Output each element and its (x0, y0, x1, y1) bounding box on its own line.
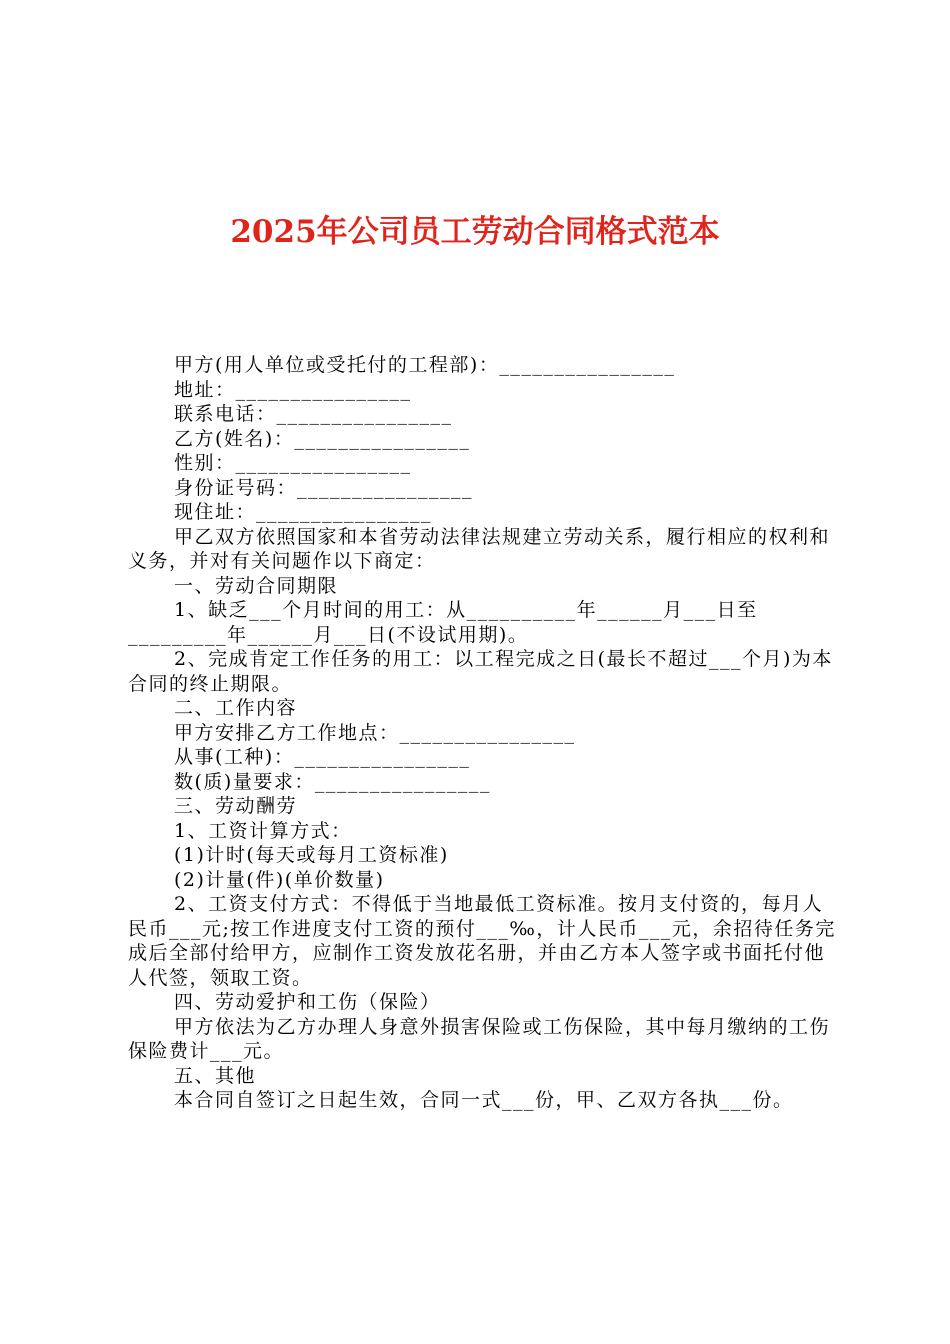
effective-clause: 本合同自签订之日起生效，合同一式___份，甲、乙双方各执___份。 (174, 1089, 794, 1111)
section-heading-term: 一、劳动合同期限 (174, 574, 339, 597)
pay-calc-option-2: (2)计量(件)(单价数量) (174, 868, 385, 891)
term-clause-1: 1、缺乏___个月时间的用工：从__________年______月___日至_________年______月___日(不设试用期)。 (128, 599, 758, 646)
pay-calc-line: 1、工资计算方式： (174, 819, 352, 842)
intro-paragraph: 甲乙双方依照国家和本省劳动法律法规建立劳动关系，履行相应的权利和义务，并对有关问题作以下商定： (128, 525, 831, 572)
pay-calc-option-1: (1)计时(每天或每月工资标准) (174, 844, 449, 866)
gender-line: 性别：________________ (174, 452, 412, 474)
section-heading-protection: 四、劳动爱护和工伤（保险） (174, 991, 441, 1013)
term-clause-2: 2、完成肯定工作任务的用工：以工程完成之日(最长不超过___个月)为本合同的终止期限。 (128, 648, 833, 695)
party-a-line: 甲方(用人单位或受托付的工程部)：________________ (174, 354, 676, 376)
document-title: 2025年公司员工劳动合同格式范本 (230, 214, 720, 250)
current-address-line: 现住址：________________ (174, 501, 433, 523)
address-line: 地址：________________ (174, 378, 412, 401)
work-type-line: 从事(工种)：________________ (174, 746, 471, 768)
work-location-line: 甲方安排乙方工作地点：________________ (174, 721, 576, 744)
section-heading-pay: 三、劳动酬劳 (174, 795, 298, 817)
insurance-paragraph: 甲方依法为乙方办理人身意外损害保险或工伤保险，其中每月缴纳的工伤保险费计___元。 (128, 1015, 831, 1062)
phone-line: 联系电话：________________ (174, 403, 453, 425)
document-body (128, 353, 840, 1113)
quality-requirement-line: 数(质)量要求：________________ (174, 770, 491, 793)
pay-method-paragraph: 2、工资支付方式：不得低于当地最低工资标准。按月支付资的，每月人民币___元;按工作进度支付工资的预付___‰，计人民币___元，余招待任务完成后全部付给甲方，应制作工资发放花名册，并由乙方本人签字或书面托付他人代签，领取工资。 (128, 893, 836, 989)
section-heading-work: 二、工作内容 (174, 697, 298, 719)
id-number-line: 身份证号码：________________ (174, 476, 474, 499)
party-b-line: 乙方(姓名)：________________ (174, 427, 471, 450)
section-heading-other: 五、其他 (174, 1064, 257, 1087)
